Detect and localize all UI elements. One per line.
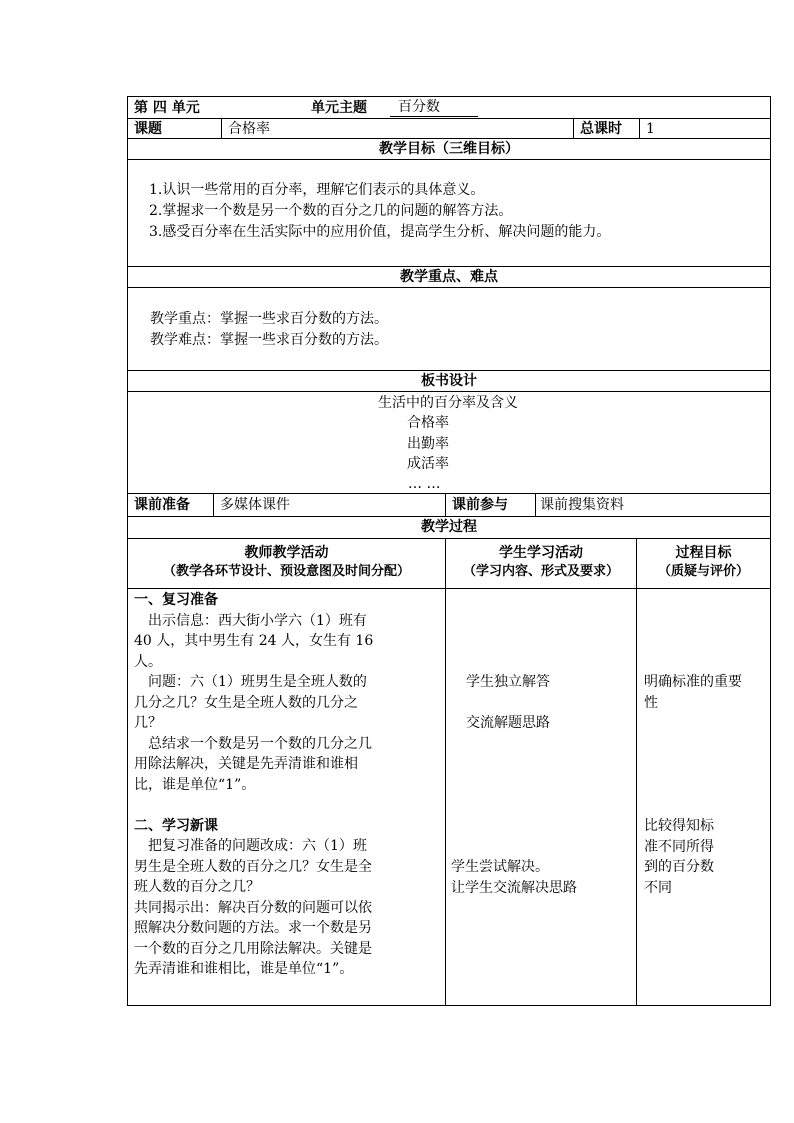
teacher-line: 班人数的百分之几？ [134,879,260,895]
student-col-header [446,539,637,588]
process-body-row [128,589,770,1005]
spacer [134,795,440,816]
prep-row [128,494,770,517]
goal-item: 2.掌握求一个数是另一个数的百分之几的问题的解答方法。 [149,203,513,219]
board-line: 成活率 [407,456,449,472]
lesson-label-cell [128,119,222,138]
board-line: 生活中的百分率及含义 [378,395,518,411]
student-activity: 让学生交流解决思路 [451,880,577,896]
participate-value: 课前搜集资料 [540,497,624,513]
goal-col-sub: （质疑与评价） [657,564,749,579]
teacher-line: 一个数的百分之几用除法解决。关键是 [134,940,372,957]
goal-line: 明确标准的重要 [644,674,742,690]
lesson-plan-table [127,96,771,1006]
goal-col-header [637,539,770,588]
teacher-line: 40 人，其中男生有 24 人，女生有 16 [134,633,374,649]
participate-label-cell [446,494,536,516]
lesson-value: 合格率 [228,121,270,137]
process-title-row [128,517,770,539]
process-title: 教学过程 [421,519,477,535]
teacher-col-title: 教师教学活动 [244,545,329,561]
teacher-line: 几？ [134,715,162,731]
board-line: 出勤率 [407,436,449,452]
lesson-value-cell [222,119,574,138]
keypoints-content-row [128,288,770,371]
teacher-line: 把复习准备的问题改成：六（1）班 [134,838,367,854]
teacher-line: 照解决分数问题的方法。求一个数是另 [134,920,372,936]
teacher-col-sub: （教学各环节设计、预设意图及时间分配） [162,564,410,579]
total-value: 1 [646,121,655,137]
student-activity: 交流解题思路 [466,715,550,731]
goal-line: 性 [644,694,658,711]
teaching-focus: 教学重点：掌握一些求百分数的方法。 [150,311,388,327]
goals-list [149,180,610,243]
section-title-review: 一、复习准备 [134,592,218,608]
student-activity: 学生尝试解决。 [451,859,549,875]
teacher-line: 几分之几？女生是全班人数的几分之 [134,694,358,711]
student-col-sub: （学习内容、形式及要求） [462,564,619,579]
teacher-col-header [128,539,446,588]
unit-label: 第 四 单元 [134,100,200,116]
theme-label: 单元主题 [311,100,367,116]
goals-title-row [128,139,770,160]
teacher-line: 比，谁是单位“1”。 [134,776,256,793]
unit-row [128,97,770,119]
teacher-line: 男生是全班人数的百分之几？女生是全 [134,858,372,875]
teacher-activity [134,590,440,980]
goal-line: 准不同所得 [644,838,714,855]
lesson-label: 课题 [134,121,162,137]
board-line: … … [408,476,441,492]
keypoints-title: 教学重点、难点 [400,269,498,285]
student-activity-cell [446,589,637,1005]
board-content-row [128,392,770,494]
teacher-line: 人。 [134,653,162,670]
teacher-line: 先弄清谁和谁相比，谁是单位“1”。 [134,961,354,977]
teacher-line: 用除法解决，关键是先弄清谁和谁相 [134,756,358,772]
board-title-row [128,371,770,392]
teacher-line: 问题：六（1）班男生是全班人数的 [134,674,367,690]
prep-value-cell [214,494,446,516]
total-label: 总课时 [580,121,622,137]
prep-label-cell [128,494,214,516]
participate-value-cell [536,494,770,516]
process-header-row [128,539,770,589]
student-activity: 学生独立解答 [466,674,550,690]
prep-label: 课前准备 [134,497,190,513]
total-value-cell [640,119,770,138]
teaching-difficulty: 教学难点：掌握一些求百分数的方法。 [150,332,388,348]
goal-line: 不同 [644,879,672,896]
goal-item: 1.认识一些常用的百分率，理解它们表示的具体意义。 [149,182,485,198]
section-title-new: 二、学习新课 [134,817,218,834]
participate-label: 课前参与 [452,497,508,513]
teacher-line: 出示信息：西大街小学六（1）班有 [134,612,367,629]
teacher-line: 共同揭示出：解决百分数的问题可以依 [134,899,372,916]
student-col-title: 学生学习活动 [499,545,583,561]
process-goal [644,816,714,898]
total-label-cell [574,119,640,138]
teacher-line: 总结求一个数是另一个数的几分之几 [134,735,372,752]
goals-content-row [128,160,770,267]
board-line: 合格率 [407,415,449,431]
goal-line: 比较得知标 [644,818,714,834]
goal-item: 3.感受百分率在生活实际中的应用价值，提高学生分析、解决问题的能力。 [149,224,611,240]
board-title: 板书设计 [421,373,477,389]
teacher-activity-cell [128,589,446,1005]
goals-title: 教学目标（三维目标） [379,141,519,157]
keypoints-title-row [128,267,770,288]
prep-value: 多媒体课件 [220,497,290,513]
theme-value: 百分数 [390,99,478,117]
process-goal-cell [637,589,770,1005]
goal-col-title: 过程目标 [675,545,732,561]
lesson-row [128,119,770,139]
goal-line: 到的百分数 [644,859,714,875]
process-goal [644,672,742,713]
